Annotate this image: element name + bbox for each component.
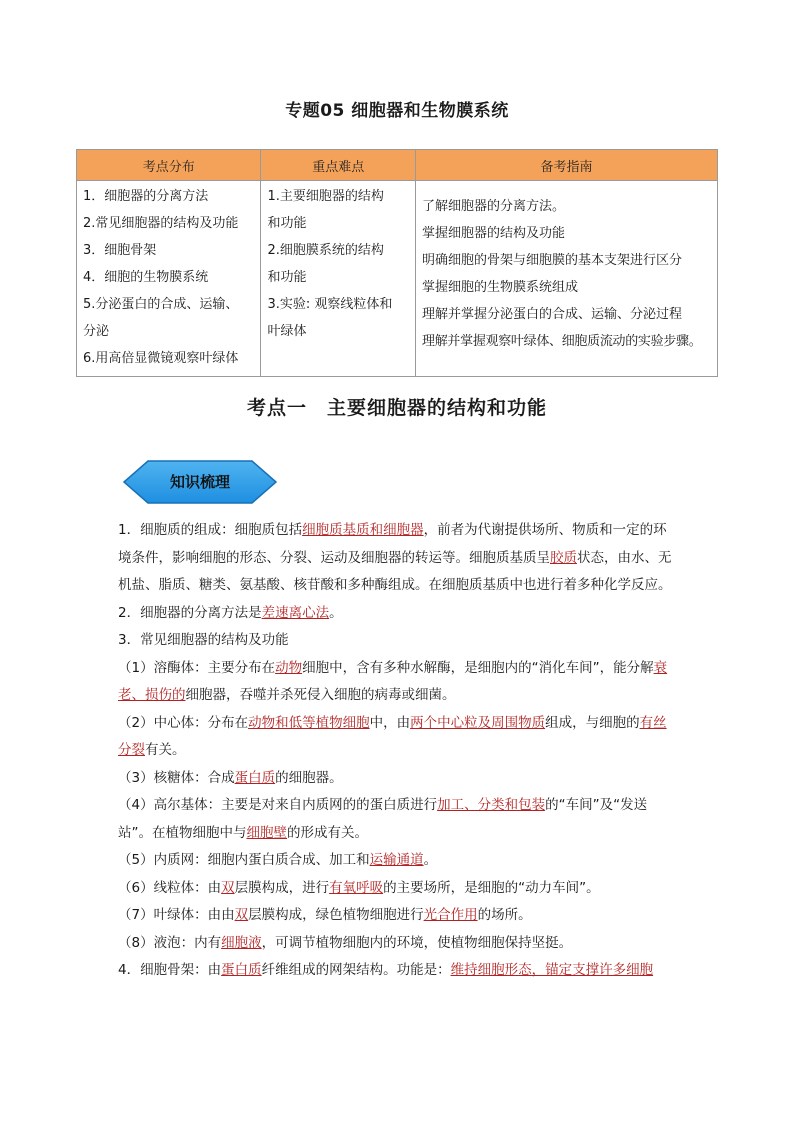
header-key-difficulties: 重点难点 bbox=[261, 150, 416, 181]
text-segment: 有关。 bbox=[145, 742, 186, 758]
cell-line: 1．细胞器的分离方法 bbox=[83, 189, 209, 204]
text-segment: （1）溶酶体：主要分布在 bbox=[118, 659, 276, 676]
cell-line: 掌握细胞的生物膜系统组成 bbox=[422, 280, 579, 295]
content-paragraph bbox=[118, 710, 678, 765]
text-segment: 状态，由水、无机盐、脂质、糖类、氨基酸、核苷酸和多种酶组成。在细胞质基质中也进行着多种化学反应。 bbox=[118, 549, 672, 593]
highlighted-term: 动物 bbox=[275, 659, 303, 676]
cell-line: 掌握细胞器的结构及功能 bbox=[422, 226, 566, 241]
cell-line: 1.主要细胞器的结构 bbox=[267, 189, 384, 204]
highlighted-term: 细胞质基质和细胞器 bbox=[302, 522, 424, 538]
cell-line: 和功能 bbox=[267, 216, 307, 231]
cell-line: 理解并掌握分泌蛋白的合成、运输、分泌过程 bbox=[422, 307, 683, 322]
text-segment: 2．细胞器的分离方法是 bbox=[118, 604, 262, 621]
cell-line: 叶绿体 bbox=[267, 324, 307, 339]
content-paragraph bbox=[118, 655, 678, 710]
text-segment: 层膜构成，进行 bbox=[234, 879, 330, 896]
cell-study-guide bbox=[416, 181, 718, 377]
highlighted-term: 双 bbox=[234, 907, 249, 923]
highlighted-term: 两个中心粒及周围物质 bbox=[410, 714, 546, 731]
text-segment: （5）内质网：细胞内蛋白质合成、加工和 bbox=[118, 852, 370, 868]
text-segment: 细胞中，含有多种水解酶，是细胞内的“消化车间”，能分解 bbox=[302, 659, 654, 676]
text-segment: 组成，与细胞的 bbox=[545, 714, 640, 731]
highlighted-term: 运输通道 bbox=[369, 852, 424, 868]
cell-line: 了解细胞器的分离方法。 bbox=[422, 199, 566, 214]
document-title: 专题05 细胞器和生物膜系统 bbox=[285, 101, 509, 121]
highlighted-term: 胶质 bbox=[550, 549, 577, 566]
highlighted-term: 加工、分类和包装 bbox=[437, 797, 546, 813]
cell-line: 6.用高倍显微镜观察叶绿体 bbox=[83, 351, 239, 366]
cell-key-difficulties bbox=[261, 181, 416, 377]
content-paragraph bbox=[118, 600, 678, 628]
cell-line: 3．细胞骨架 bbox=[83, 243, 157, 258]
cell-line: 4．细胞的生物膜系统 bbox=[83, 270, 209, 285]
text-segment: （4）高尔基体：主要是对来自内质网的的蛋白质进行 bbox=[118, 797, 438, 813]
cell-line: 2.常见细胞器的结构及功能 bbox=[83, 216, 239, 231]
cell-line: 理解并掌握观察叶绿体、细胞质流动的实验步骤。 bbox=[422, 334, 702, 349]
text-segment: 的场所。 bbox=[477, 907, 532, 923]
text-segment: 的形成有关。 bbox=[287, 824, 368, 841]
highlighted-term: 光合作用 bbox=[423, 907, 478, 923]
highlighted-term: 有氧呼吸 bbox=[329, 879, 384, 896]
highlighted-term: 动物和低等植物细胞 bbox=[248, 714, 370, 731]
text-segment: 1．细胞质的组成：细胞质包括 bbox=[118, 522, 303, 538]
cell-line: 2.细胞膜系统的结构 bbox=[267, 243, 384, 258]
text-segment: ，可调节植物细胞内的环境，使植物细胞保持坚挺。 bbox=[261, 934, 573, 951]
knowledge-content bbox=[118, 517, 678, 985]
text-segment: （2）中心体：分布在 bbox=[118, 714, 249, 731]
text-segment: （3）核糖体：合成 bbox=[118, 769, 235, 786]
highlighted-term: 蛋白质 bbox=[221, 962, 262, 978]
highlighted-term: 差速离心法 bbox=[261, 604, 330, 621]
content-paragraph bbox=[118, 875, 678, 903]
highlighted-term: 蛋白质 bbox=[234, 769, 276, 786]
cell-exam-points bbox=[77, 181, 261, 377]
content-paragraph bbox=[118, 930, 678, 958]
text-segment: 层膜构成，绿色植物细胞进行 bbox=[248, 907, 424, 923]
content-paragraph bbox=[118, 627, 678, 655]
cell-line: 5.分泌蛋白的合成、运输、 bbox=[83, 297, 239, 312]
study-plan-table bbox=[76, 149, 718, 377]
text-segment: （6）线粒体：由 bbox=[118, 879, 222, 896]
text-segment: 纤维组成的网架结构。功能是： bbox=[261, 962, 451, 978]
cell-line: 分泌 bbox=[83, 324, 110, 339]
highlighted-term: 衰老、损伤的 bbox=[118, 659, 668, 703]
highlighted-term: 细胞液 bbox=[221, 934, 262, 951]
text-segment: （8）液泡：内有 bbox=[118, 934, 222, 951]
section-heading: 考点一 主要细胞器的结构和功能 bbox=[246, 397, 547, 419]
highlighted-term: 双 bbox=[221, 879, 235, 896]
header-exam-points: 考点分布 bbox=[77, 150, 261, 181]
table-header-row bbox=[77, 150, 718, 181]
highlighted-term: 维持细胞形态，锚定支撑许多细胞 bbox=[450, 962, 654, 978]
text-segment: （7）叶绿体：由由 bbox=[118, 907, 235, 923]
content-paragraph bbox=[118, 792, 678, 847]
text-segment: 。 bbox=[329, 604, 343, 621]
text-segment: 4．细胞骨架：由 bbox=[118, 962, 222, 978]
content-paragraph bbox=[118, 847, 678, 875]
header-study-guide: 备考指南 bbox=[416, 150, 718, 181]
text-segment: ，前者为代谢提供场所、物质和一定的环境条件，影响细胞的形态、分裂、运动及细胞器的转运等。细胞质基质呈 bbox=[118, 522, 667, 566]
content-paragraph bbox=[118, 957, 678, 985]
text-segment: 。 bbox=[423, 852, 438, 868]
cell-line: 明确细胞的骨架与细胞膜的基本支架进行区分 bbox=[422, 253, 683, 268]
highlighted-term: 有丝分裂 bbox=[118, 714, 667, 758]
text-segment: 的细胞器。 bbox=[275, 769, 343, 786]
badge-label: 知识梳理 bbox=[169, 473, 230, 491]
text-segment: 的主要场所，是细胞的“动力车间”。 bbox=[383, 879, 600, 896]
text-segment: 中，由 bbox=[369, 714, 411, 731]
content-paragraph bbox=[118, 517, 678, 600]
cell-line: 3.实验: 观察线粒体和 bbox=[267, 297, 393, 312]
text-segment: 细胞器，吞噬并杀死侵入细胞的病毒或细菌。 bbox=[185, 687, 456, 703]
knowledge-review-badge bbox=[122, 458, 278, 506]
content-paragraph bbox=[118, 902, 678, 930]
table-row bbox=[77, 181, 718, 377]
cell-line: 和功能 bbox=[267, 270, 307, 285]
highlighted-term: 细胞壁 bbox=[246, 824, 287, 841]
text-segment: 的“车间”及“发送站”。在植物细胞中与 bbox=[118, 797, 648, 841]
content-paragraph bbox=[118, 765, 678, 793]
text-segment: 3．常见细胞器的结构及功能 bbox=[118, 632, 289, 648]
